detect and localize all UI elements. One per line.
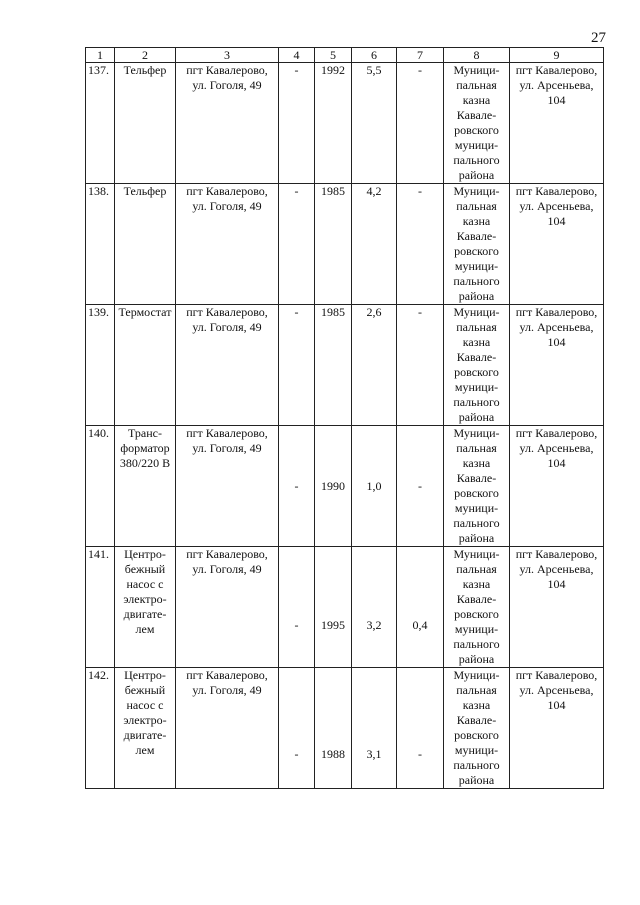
column-header: 6 <box>352 48 397 63</box>
row-number: 139. <box>86 305 115 426</box>
column-header: 9 <box>510 48 604 63</box>
page-number: 27 <box>591 30 606 46</box>
item-name: Центро- бежный насос с электро- двигате- лем <box>115 668 176 789</box>
location-text: пгт Кавалерово, ул. Арсеньева, 104 <box>510 547 604 668</box>
row-number: 138. <box>86 184 115 305</box>
col7-value: - <box>397 184 444 305</box>
item-name: Транс- форматор 380/220 В <box>115 426 176 547</box>
row-number: 142. <box>86 668 115 789</box>
column-header: 4 <box>279 48 315 63</box>
col4-value: - <box>279 305 315 426</box>
col7-value: - <box>397 668 444 789</box>
amount-value: 2,6 <box>352 305 397 426</box>
location-text: пгт Кавалерово, ул. Арсеньева, 104 <box>510 668 604 789</box>
item-name: Тельфер <box>115 63 176 184</box>
row-number: 141. <box>86 547 115 668</box>
location-text: пгт Кавалерово, ул. Арсеньева, 104 <box>510 305 604 426</box>
year-value: 1992 <box>315 63 352 184</box>
item-address: пгт Кавалерово, ул. Гоголя, 49 <box>176 668 279 789</box>
column-header: 2 <box>115 48 176 63</box>
item-address: пгт Кавалерово, ул. Гоголя, 49 <box>176 426 279 547</box>
col7-value: - <box>397 426 444 547</box>
column-header: 5 <box>315 48 352 63</box>
item-address: пгт Кавалерово, ул. Гоголя, 49 <box>176 547 279 668</box>
owner-text: Муници- пальная казна Кавале- ровского муници- пального района <box>444 426 510 547</box>
table-row <box>86 668 604 789</box>
col4-value: - <box>279 668 315 789</box>
location-text: пгт Кавалерово, ул. Арсеньева, 104 <box>510 184 604 305</box>
header-row <box>86 48 604 63</box>
owner-text: Муници- пальная казна Кавале- ровского муници- пального района <box>444 305 510 426</box>
column-header: 7 <box>397 48 444 63</box>
table-row <box>86 184 604 305</box>
location-text: пгт Кавалерово, ул. Арсеньева, 104 <box>510 63 604 184</box>
col4-value: - <box>279 426 315 547</box>
col7-value: - <box>397 305 444 426</box>
table-row <box>86 547 604 668</box>
column-header: 1 <box>86 48 115 63</box>
column-header: 8 <box>444 48 510 63</box>
table-row <box>86 426 604 547</box>
item-address: пгт Кавалерово, ул. Гоголя, 49 <box>176 184 279 305</box>
amount-value: 4,2 <box>352 184 397 305</box>
item-name: Тельфер <box>115 184 176 305</box>
col4-value: - <box>279 63 315 184</box>
col4-value: - <box>279 184 315 305</box>
col4-value: - <box>279 547 315 668</box>
owner-text: Муници- пальная казна Кавале- ровского муници- пального района <box>444 184 510 305</box>
row-number: 137. <box>86 63 115 184</box>
item-name: Термостат <box>115 305 176 426</box>
amount-value: 3,1 <box>352 668 397 789</box>
year-value: 1985 <box>315 184 352 305</box>
column-header: 3 <box>176 48 279 63</box>
col7-value: 0,4 <box>397 547 444 668</box>
table-row <box>86 305 604 426</box>
amount-value: 1,0 <box>352 426 397 547</box>
owner-text: Муници- пальная казна Кавале- ровского муници- пального района <box>444 668 510 789</box>
owner-text: Муници- пальная казна Кавале- ровского муници- пального района <box>444 547 510 668</box>
property-registry-table <box>85 47 604 789</box>
year-value: 1990 <box>315 426 352 547</box>
amount-value: 3,2 <box>352 547 397 668</box>
col7-value: - <box>397 63 444 184</box>
row-number: 140. <box>86 426 115 547</box>
owner-text: Муници- пальная казна Кавале- ровского муници- пального района <box>444 63 510 184</box>
table-row <box>86 63 604 184</box>
item-name: Центро- бежный насос с электро- двигате- лем <box>115 547 176 668</box>
year-value: 1985 <box>315 305 352 426</box>
item-address: пгт Кавалерово, ул. Гоголя, 49 <box>176 305 279 426</box>
item-address: пгт Кавалерово, ул. Гоголя, 49 <box>176 63 279 184</box>
year-value: 1995 <box>315 547 352 668</box>
year-value: 1988 <box>315 668 352 789</box>
amount-value: 5,5 <box>352 63 397 184</box>
location-text: пгт Кавалерово, ул. Арсеньева, 104 <box>510 426 604 547</box>
